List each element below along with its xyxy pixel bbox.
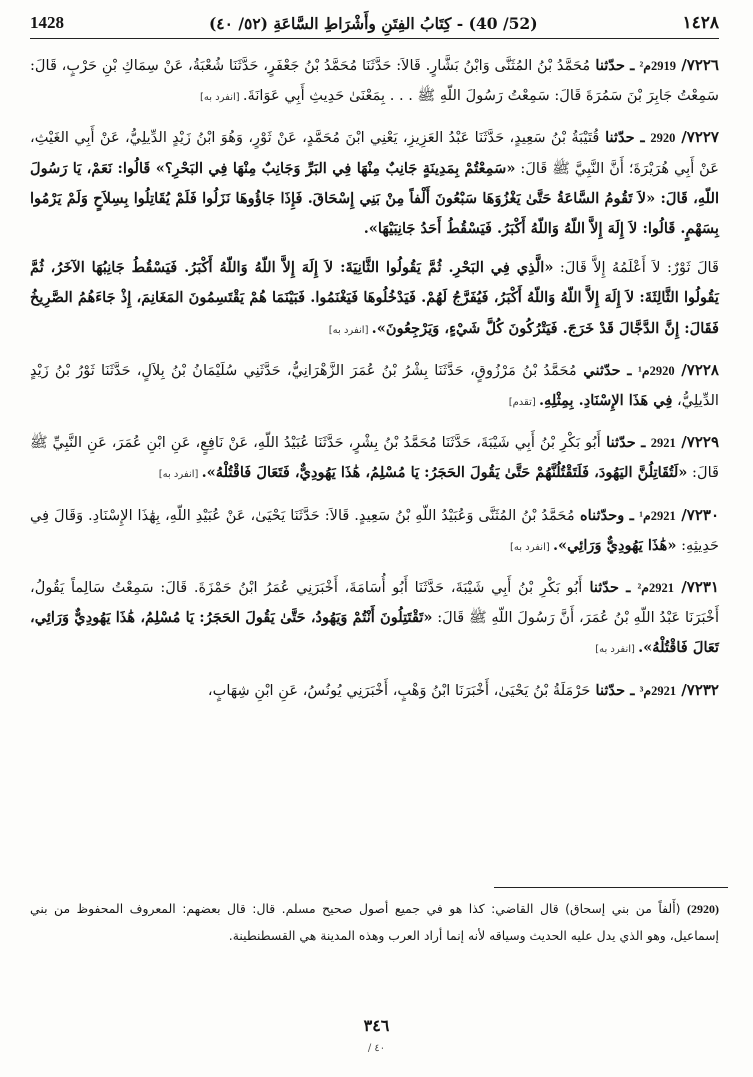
muslim-ref: 2921م²	[637, 581, 675, 596]
footnote-ref: (2920)	[687, 902, 719, 916]
matn-text: «تَقْتَتِلُونَ أَنْتُمْ وَيَهُودُ، حَتَّىٰ يَقُولَ الحَجَرُ: يَا مُسْلِمُ، هَٰذَا يَهُودِيٌّ وَرَائِي، تَعَالَ فَاقْتُلْهُ».	[30, 609, 719, 657]
status-note: [انفرد به]	[595, 644, 639, 656]
hadith-7227	[30, 122, 719, 244]
page-number-bottom: ٣٤٦	[363, 1016, 390, 1035]
muslim-ref: 2921م³	[639, 683, 677, 698]
hadith-7232	[30, 675, 719, 706]
transmission-word: ـ حدّثنا	[600, 434, 651, 452]
footnote	[30, 896, 719, 948]
running-title: (52/ 40) - كِتَابُ الفِتَنِ وأَشْرَاطِ السَّاعَةِ (٥٢/ ٤٠)	[208, 13, 538, 33]
hadith-7229	[30, 427, 719, 490]
status-note: [انفرد به]	[158, 469, 202, 481]
hadith-text: أَبُو بَكْرِ بْنُ أَبِي شَيْبَةَ، حَدَّثَنَا أَبُو أُسَامَةَ، أَخْبَرَنِي عُمَرُ ابْنُ حَمْزَةَ. قَالَ: سَمِعْتُ سَالِماً يَقُولُ، أَخْبَرَنَا عَبْدُ اللّهِ بْنُ عُمَرَ، أَنَّ رَسُولَ اللّهِ ﷺ قَالَ:	[30, 579, 719, 627]
transmission-word: ـ حدّثنا	[590, 681, 640, 699]
hadith-number: ٧٢٢٩/	[675, 433, 720, 452]
hadith-number: ٧٢٣٢/	[676, 680, 719, 699]
transmission-word: ـ حدّثنا	[582, 579, 638, 597]
footnote-divider	[494, 887, 728, 888]
hadith-7230	[30, 500, 719, 563]
hadith-7231	[30, 572, 719, 666]
hadith-text: مُحَمَّدُ بْنُ المُثَنَّى وَعُبَيْدُ اللّهِ بْنُ سَعِيدٍ. قَالاَ: حَدَّثَنَا يَحْيَىٰ، عَنْ عُبَيْدِ اللّهِ، بِهَٰذَا الإِسْنَادِ. وَقَالَ فِي حَدِيثِهِ:	[30, 506, 719, 554]
status-note: [انفرد به]	[328, 324, 372, 336]
running-header	[30, 8, 719, 39]
volume-mark: / ٤٠	[367, 1043, 386, 1054]
page-number-arabic: ١٤٢٨	[682, 13, 719, 33]
hadith-7226	[30, 50, 719, 113]
hadith-number: ٧٢٢٧/	[675, 128, 719, 147]
hadith-7227-continued	[30, 253, 719, 346]
hadith-text: قُتَيْبَةُ بْنُ سَعِيدٍ، حَدَّثَنَا عَبْدُ العَزِيزِ، يَعْنِي ابْنَ مُحَمَّدٍ، عَنْ ثَوْرٍ، وَهُوَ ابْنُ زَيْدٍ الدِّيلِيُّ، عَنْ أَبِي الغَيْثِ، عَنْ أَبِي هُرَيْرَةَ؛ أَنَّ النَّبِيَّ ﷺ قَالَ:	[30, 129, 719, 177]
transmission-word: ـ وحدّثناه	[574, 506, 640, 524]
matn-text: «لَتُقَاتِلُنَّ اليَهُودَ، فَلَتَقْتُلُنَّهُمْ حَتَّىٰ يَقُولَ الحَجَرُ: يَا مُسْلِمُ، هَٰذَا يَهُودِيٌّ، فَتَعَالَ فَاقْتُلْهُ».	[201, 464, 688, 482]
muslim-ref: 2921م¹	[639, 508, 676, 523]
muslim-ref: 2920م¹	[638, 363, 675, 378]
hadith-number: ٧٢٢٨/	[674, 360, 719, 379]
status-note: [انفرد به]	[199, 92, 243, 104]
hadith-number: ٧٢٢٦/	[676, 56, 719, 74]
page-number-latin: 1428	[30, 13, 64, 32]
transmission-word: ـ حدّثني	[576, 361, 639, 379]
muslim-ref: 2920	[650, 131, 676, 146]
matn-text: فِي هَذَا الإِسْنَادِ. بِمِثْلِهِ.	[538, 392, 673, 410]
hadith-text: مُحَمَّدُ بْنُ مَرْزُوقٍ، حَدَّثَنَا بِشْرُ بْنُ عُمَرَ الزَّهْرَانِيُّ، حَدَّثَنِي سُلَيْمَانُ بْنُ بِلاَلٍ، حَدَّثَنَا ثَوْرُ بْنُ زَيْدٍ الدِّيلِيُّ،	[30, 361, 719, 410]
hadith-number: ٧٢٣١/	[674, 578, 719, 597]
status-note: [تقدم]	[508, 397, 539, 409]
hadith-text: مُحَمَّدُ بْنُ المُثَنَّى وَابْنُ بَشَّارٍ. قَالاَ: حَدَّثَنَا مُحَمَّدُ بْنُ جَعْفَرٍ، حَدَّثَنَا شُعْبَةُ، عَنْ سِمَاكِ بْنِ حَرْبٍ، قَالَ: سَمِعْتُ جَابِرَ بْنَ سَمُرَةَ قَالَ: سَمِعْتُ رَسُولَ اللّهِ ﷺ . . . بِمَعْنَىٰ حَدِيثِ أَبِي عَوَانَةَ.	[30, 57, 719, 105]
muslim-ref: 2919م²	[639, 59, 677, 73]
footnote-text: (أَلفاً من بني إسحاق) قال القاضي: كذا هو في جميع أصول صحيح مسلم. قال: قال بعضهم: المعروف المحفوظ من بني إسماعيل، وهو الذي يدل عليه الحديث وسياقه لأنه إنما أراد العرب وهذه المدينة هي القسطنطينة.	[30, 901, 719, 943]
main-text	[30, 50, 719, 706]
matn-text: «هَٰذَا يَهُودِيٌّ وَرَائِي».	[552, 536, 677, 554]
status-note: [انفرد به]	[510, 541, 553, 553]
hadith-7228	[30, 355, 719, 418]
transmission-word: ـ حدّثنا	[599, 129, 651, 147]
transmission-word: ـ حدّثنا	[590, 57, 640, 74]
matn-text: «سَمِعْتُمْ بِمَدِينَةٍ جَانِبٌ مِنْهَا فِي البَرِّ وَجَانِبٌ مِنْهَا فِي البَحْرِ؟» قَالُوا: نَعَمْ، يَا رَسُولَ اللّهِ، قَالَ: «لاَ تَقُومُ السَّاعَةُ حَتَّىٰ يَغْزُوَهَا سَبْعُونَ أَلْفاً مِنْ بَنِي إِسْحَاقَ. فَإِذَا جَاؤُوهَا نَزَلُوا فَلَمْ يُقَاتِلُوا بِسِلاَحٍ وَلَمْ يَرْمُوا بِسَهْمٍ. قَالُوا: لاَ إِلَهَ إِلاَّ اللّهُ وَاللّهُ أَكْبَرُ. فَيَسْقُطُ أَحَدُ جَانِبَيْهَا».	[30, 159, 719, 238]
hadith-number: ٧٢٣٠/	[675, 505, 720, 524]
hadith-text: أَبُو بَكْرِ بْنُ أَبِي شَيْبَةَ، حَدَّثَنَا مُحَمَّدُ بْنُ بِشْرٍ، حَدَّثَنَا عُبَيْدُ اللّهِ، عَنْ نَافِعٍ، عَنِ ابْنِ عُمَرَ، عَنِ النَّبِيِّ ﷺ قَالَ:	[30, 434, 719, 482]
muslim-ref: 2921	[650, 436, 676, 451]
matn-text: «الَّذِي فِي البَحْرِ. ثُمَّ يَقُولُوا الثَّانِيَةَ: لاَ إِلَهَ إِلاَّ اللّهُ وَاللّهُ أَكْبَرُ. فَيَسْقُطُ جَانِبُهَا الآخَرُ، ثُمَّ يَقُولُوا الثَّالِثَةَ: لاَ إِلَهَ إِلاَّ اللّهُ وَاللّهُ أَكْبَرُ، فَيُفَرَّجُ لَهُمْ. فَيَدْخُلُوهَا فَيَغْنَمُوا. فَبَيْنَمَا هُمْ يَقْتَسِمُونَ المَغَانِمَ، إِذْ جَاءَهُمُ الصَّرِيخُ فَقَالَ: إِنَّ الدَّجَّالَ قَدْ خَرَجَ. فَيَتْرُكُونَ كُلَّ شَيْءٍ، وَيَرْجِعُونَ».	[30, 259, 719, 337]
narrator-comment: قَالَ ثَوْرٌ: لاَ أَعْلَمُهُ إِلاَّ قَالَ:	[553, 259, 719, 277]
hadith-text: حَرْمَلَةُ بْنُ يَحْيَىٰ، أَخْبَرَنَا ابْنُ وَهْبٍ، أَخْبَرَنِي يُونُسُ، عَنِ ابْنِ شِهَابٍ،	[207, 681, 591, 699]
